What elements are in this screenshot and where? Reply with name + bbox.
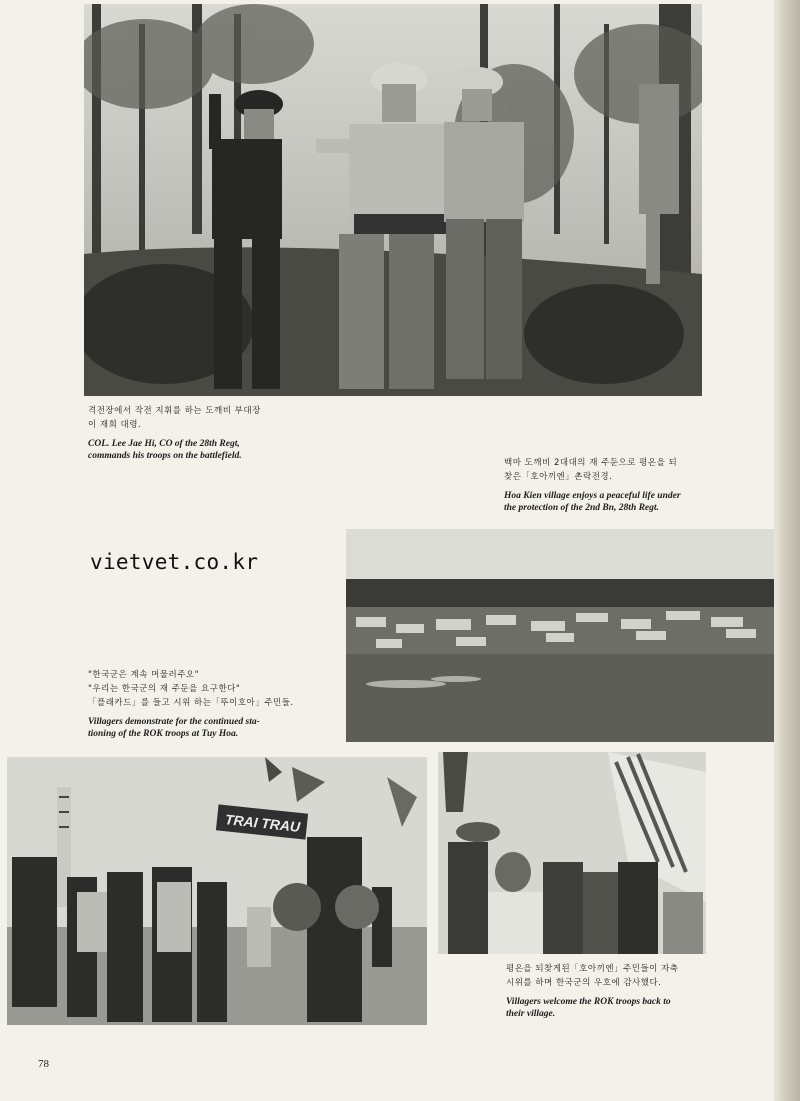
caption-welcome-english-line-1: Villagers welcome the ROK troops back to [506,997,671,1007]
photo-village-image [346,529,776,742]
caption-demonstration-korean-line-2: "우리는 한국군의 재 주둔을 요구한다" [88,684,241,694]
caption-colonel-english-line-1: COL. Lee Jae Hi, CO of the 28th Regt, [88,439,240,449]
caption-village-korean-line-1: 백마 도깨비 2대대의 재 주둔으로 평온을 되 [504,458,678,468]
photo-demonstration [7,757,427,1025]
caption-village [504,456,764,514]
book-spine-shadow [774,0,800,1101]
website-watermark: vietvet.co.kr [90,550,259,574]
caption-welcome-korean-line-1: 평온을 되찾게된「호아끼엔」주민들이 자축 [506,964,679,974]
caption-village-korean-line-2: 찾은「호아끼엔」촌락전경. [504,472,613,482]
caption-welcome-english-line-2: their village. [506,1009,556,1019]
demonstration-banner-text: TRAI TRAU [224,811,301,835]
photo-village-landscape [346,529,776,742]
caption-demonstration-english-line-2: tioning of the ROK troops at Tuy Hoa. [88,729,239,739]
caption-colonel-english-line-2: commands his troops on the battlefield. [88,451,242,461]
caption-village-english-line-1: Hoa Kien village enjoys a peaceful life under [504,491,681,501]
caption-demonstration [88,668,328,740]
caption-colonel [88,404,348,462]
caption-demonstration-english-line-1: Villagers demonstrate for the continued sta- [88,717,260,727]
caption-village-english-line-2: the protection of the 2nd Bn, 28th Regt. [504,503,659,513]
photo-demonstration-image [7,757,427,1025]
page-number: 78 [38,1058,49,1070]
photo-colonel-image [84,4,702,396]
caption-welcome [506,962,746,1020]
photo-villagers-welcome [438,752,706,954]
caption-demonstration-korean-line-1: "한국군은 계속 머물러주오" [88,670,200,680]
caption-colonel-korean-line-1: 격전장에서 작전 지휘를 하는 도깨비 부대장 [88,406,261,416]
caption-colonel-korean-line-2: 이 재희 대령. [88,420,142,430]
photo-colonel-commanding [84,4,702,396]
photo-welcome-image [438,752,706,954]
caption-demonstration-korean-line-3: 「플래카드」를 들고 시위 하는「뚜이호아」주민들. [88,698,294,708]
caption-welcome-korean-line-2: 시위를 하며 한국군의 우호에 감사했다. [506,978,662,988]
